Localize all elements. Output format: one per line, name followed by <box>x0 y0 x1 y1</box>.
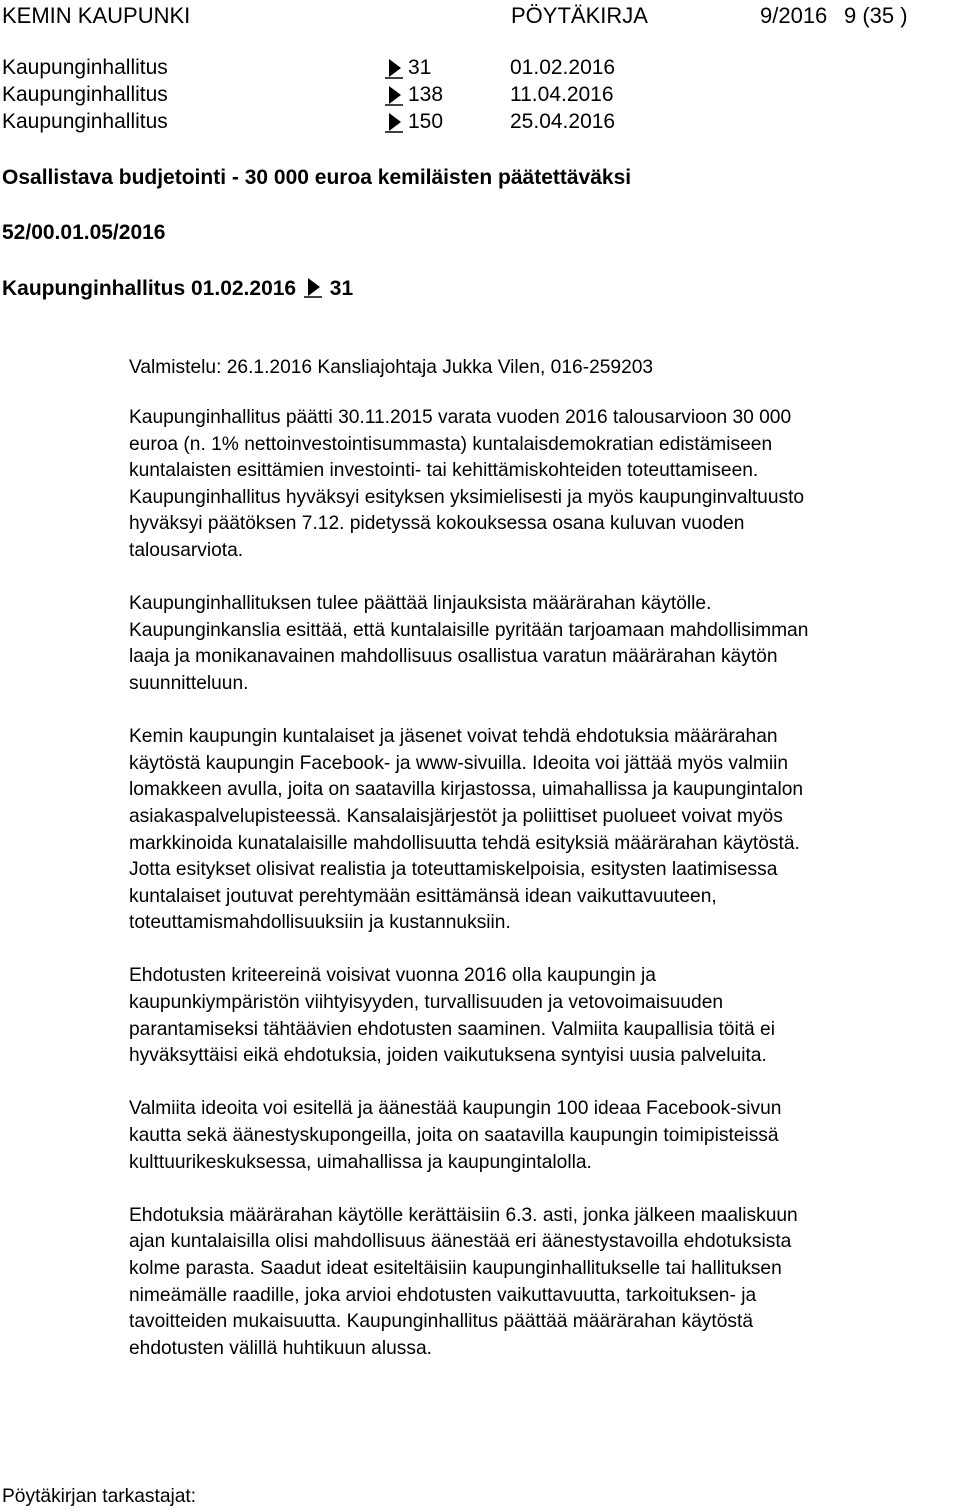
paragraph-line: suunnitteluun. <box>129 672 249 694</box>
meeting-date: 01.02.2016 <box>191 277 297 300</box>
preparation-note: Valmistelu: 26.1.2016 Kansliajohtaja Jukka Vilen, 016-259203 <box>129 357 654 378</box>
paragraph-line: ajan kuntalaisilla olisi mahdollisuus äänestää eri äänestystavoilla ehdotuksista <box>129 1231 792 1253</box>
paragraph-line: Kaupunginhallitus hyväksyi esityksen yksimielisesti ja myös kaupunginvaltuusto <box>129 486 805 508</box>
paragraph-line: tavoitteiden mukaisuutta. Kaupunginhallitus päättää määrärahan käytöstä <box>129 1311 753 1333</box>
paragraph-line: markkinoida kunatalaisille mahdollisuutta tehdä esityksiä määrärahan käytöstä. <box>129 832 800 854</box>
agenda-title: Osallistava budjetointi - 30 000 euroa kemiläisten päätettäväksi <box>2 166 632 189</box>
meeting-body: Kaupunginhallitus <box>2 277 186 300</box>
reference-date: 01.02.2016 <box>510 56 616 79</box>
paragraph-line: Kemin kaupungin kuntalaiset ja jäsenet voivat tehdä ehdotuksia määrärahan <box>129 726 778 748</box>
reference-section: 31 <box>408 56 432 79</box>
reference-date: 25.04.2016 <box>510 110 616 133</box>
paragraph-line: hyväksyttäisi eikä ehdotuksia, joiden vaikutuksena syntyisi uusia palveluita. <box>129 1045 767 1067</box>
reference-body: Kaupunginhallitus <box>2 56 168 79</box>
meeting-line <box>2 276 353 301</box>
reference-date: 11.04.2016 <box>510 83 614 106</box>
paragraph-line: ehdotusten välillä huhtikuun alussa. <box>129 1337 432 1359</box>
paragraph-line: kaupunkiympäristön viihtyisyyden, turvallisuuden ja vetovoimaisuuden <box>129 992 724 1014</box>
paragraph-line: euroa (n. 1% nettoinvestointisummasta) kuntalaisdemokratian edistämiseen <box>129 433 773 455</box>
paragraph-line: hyväksyi päätöksen 7.12. pidetyssä kokouksessa osana kuluvan vuoden <box>129 513 745 535</box>
reference-section: 150 <box>408 110 444 133</box>
section-arrow-icon <box>302 276 324 298</box>
paragraph-line: Kaupunginhallituksen tulee päättää linjauksista määrärahan käytölle. <box>129 593 712 615</box>
paragraph-line: lomakkeen avulla, joita on saatavilla kirjastossa, uimahallissa ja kaupungintalon <box>129 779 804 801</box>
paragraph-line: kuntalaisten esittämien investointi- tai kehittämiskohteiden toteuttamiseen. <box>129 460 759 482</box>
reference-body: Kaupunginhallitus <box>2 83 168 106</box>
paragraph-line: talousarviota. <box>129 539 244 561</box>
paragraph-line: kuntalaiset joutuvat perehtymään esittämänsä idean vaikuttavuuteen, <box>129 885 717 907</box>
paragraph-line: kulttuurikeskuksessa, uimahallissa ja kaupungintalolla. <box>129 1151 592 1173</box>
paragraph-line: Jotta esitykset olisivat realistia ja toteuttamiskelpoisia, esitysten laatimisessa <box>129 859 778 881</box>
paragraph-line: Kaupunginhallitus päätti 30.11.2015 varata vuoden 2016 talousarvioon 30 000 <box>129 407 792 428</box>
page-number: 9 (35 ) <box>844 3 908 28</box>
paragraph-line: toteuttamismahdollisuuksiin ja kustannuksiin. <box>129 912 511 934</box>
section-arrow-icon <box>383 111 405 133</box>
paragraph-line: käytöstä kaupungin Facebook- ja www-sivuilla. Ideoita voi jättää myös valmiin <box>129 752 789 774</box>
organization-name: KEMIN KAUPUNKI <box>2 3 191 28</box>
paragraph-line: kautta sekä äänestyskupongeilla, joita on saatavilla kaupungin toimipisteissä <box>129 1125 779 1147</box>
paragraph-line: Kaupunginkanslia esittää, että kuntalaisille pyritään tarjoamaan mahdollisimman <box>129 619 809 641</box>
paragraph-line: asiakaspalvelupisteessä. Kansalaisjärjestöt ja poliittiset puolueet voivat myös <box>129 805 783 827</box>
paragraph-line: Ehdotuksia määrärahan käytölle kerättäisiin 6.3. asti, jonka jälkeen maaliskuun <box>129 1204 798 1226</box>
paragraph-line: parantamiseksi tähtäävien ehdotusten saaminen. Valmiita kaupallisia töitä ei <box>129 1018 775 1040</box>
paragraph-line: laaja ja monikanavainen mahdollisuus osallistua varatun määrärahan käytön <box>129 646 778 668</box>
body-text <box>129 405 949 1362</box>
section-arrow-icon <box>383 84 405 106</box>
reference-section: 138 <box>408 83 444 106</box>
meeting-section: 31 <box>329 277 354 300</box>
document-number: 9/2016 <box>760 3 828 28</box>
paragraph-line: nimeämälle raadille, joka arvioi ehdotusten vaikuttavuutta, tarkoituksen- ja <box>129 1284 757 1306</box>
case-number: 52/00.01.05/2016 <box>2 221 166 244</box>
reference-body: Kaupunginhallitus <box>2 110 168 133</box>
document-type: PÖYTÄKIRJA <box>511 3 648 28</box>
reviewers-label: Pöytäkirjan tarkastajat: <box>2 1486 197 1507</box>
section-arrow-icon <box>383 57 405 79</box>
paragraph-line: Ehdotusten kriteereinä voisivat vuonna 2016 olla kaupungin ja <box>129 965 656 987</box>
paragraph-line: Valmiita ideoita voi esitellä ja äänestää kaupungin 100 ideaa Facebook-sivun <box>129 1098 782 1120</box>
paragraph-line: kolme parasta. Saadut ideat esiteltäisiin kaupunginhallitukselle tai hallituksen <box>129 1258 782 1279</box>
